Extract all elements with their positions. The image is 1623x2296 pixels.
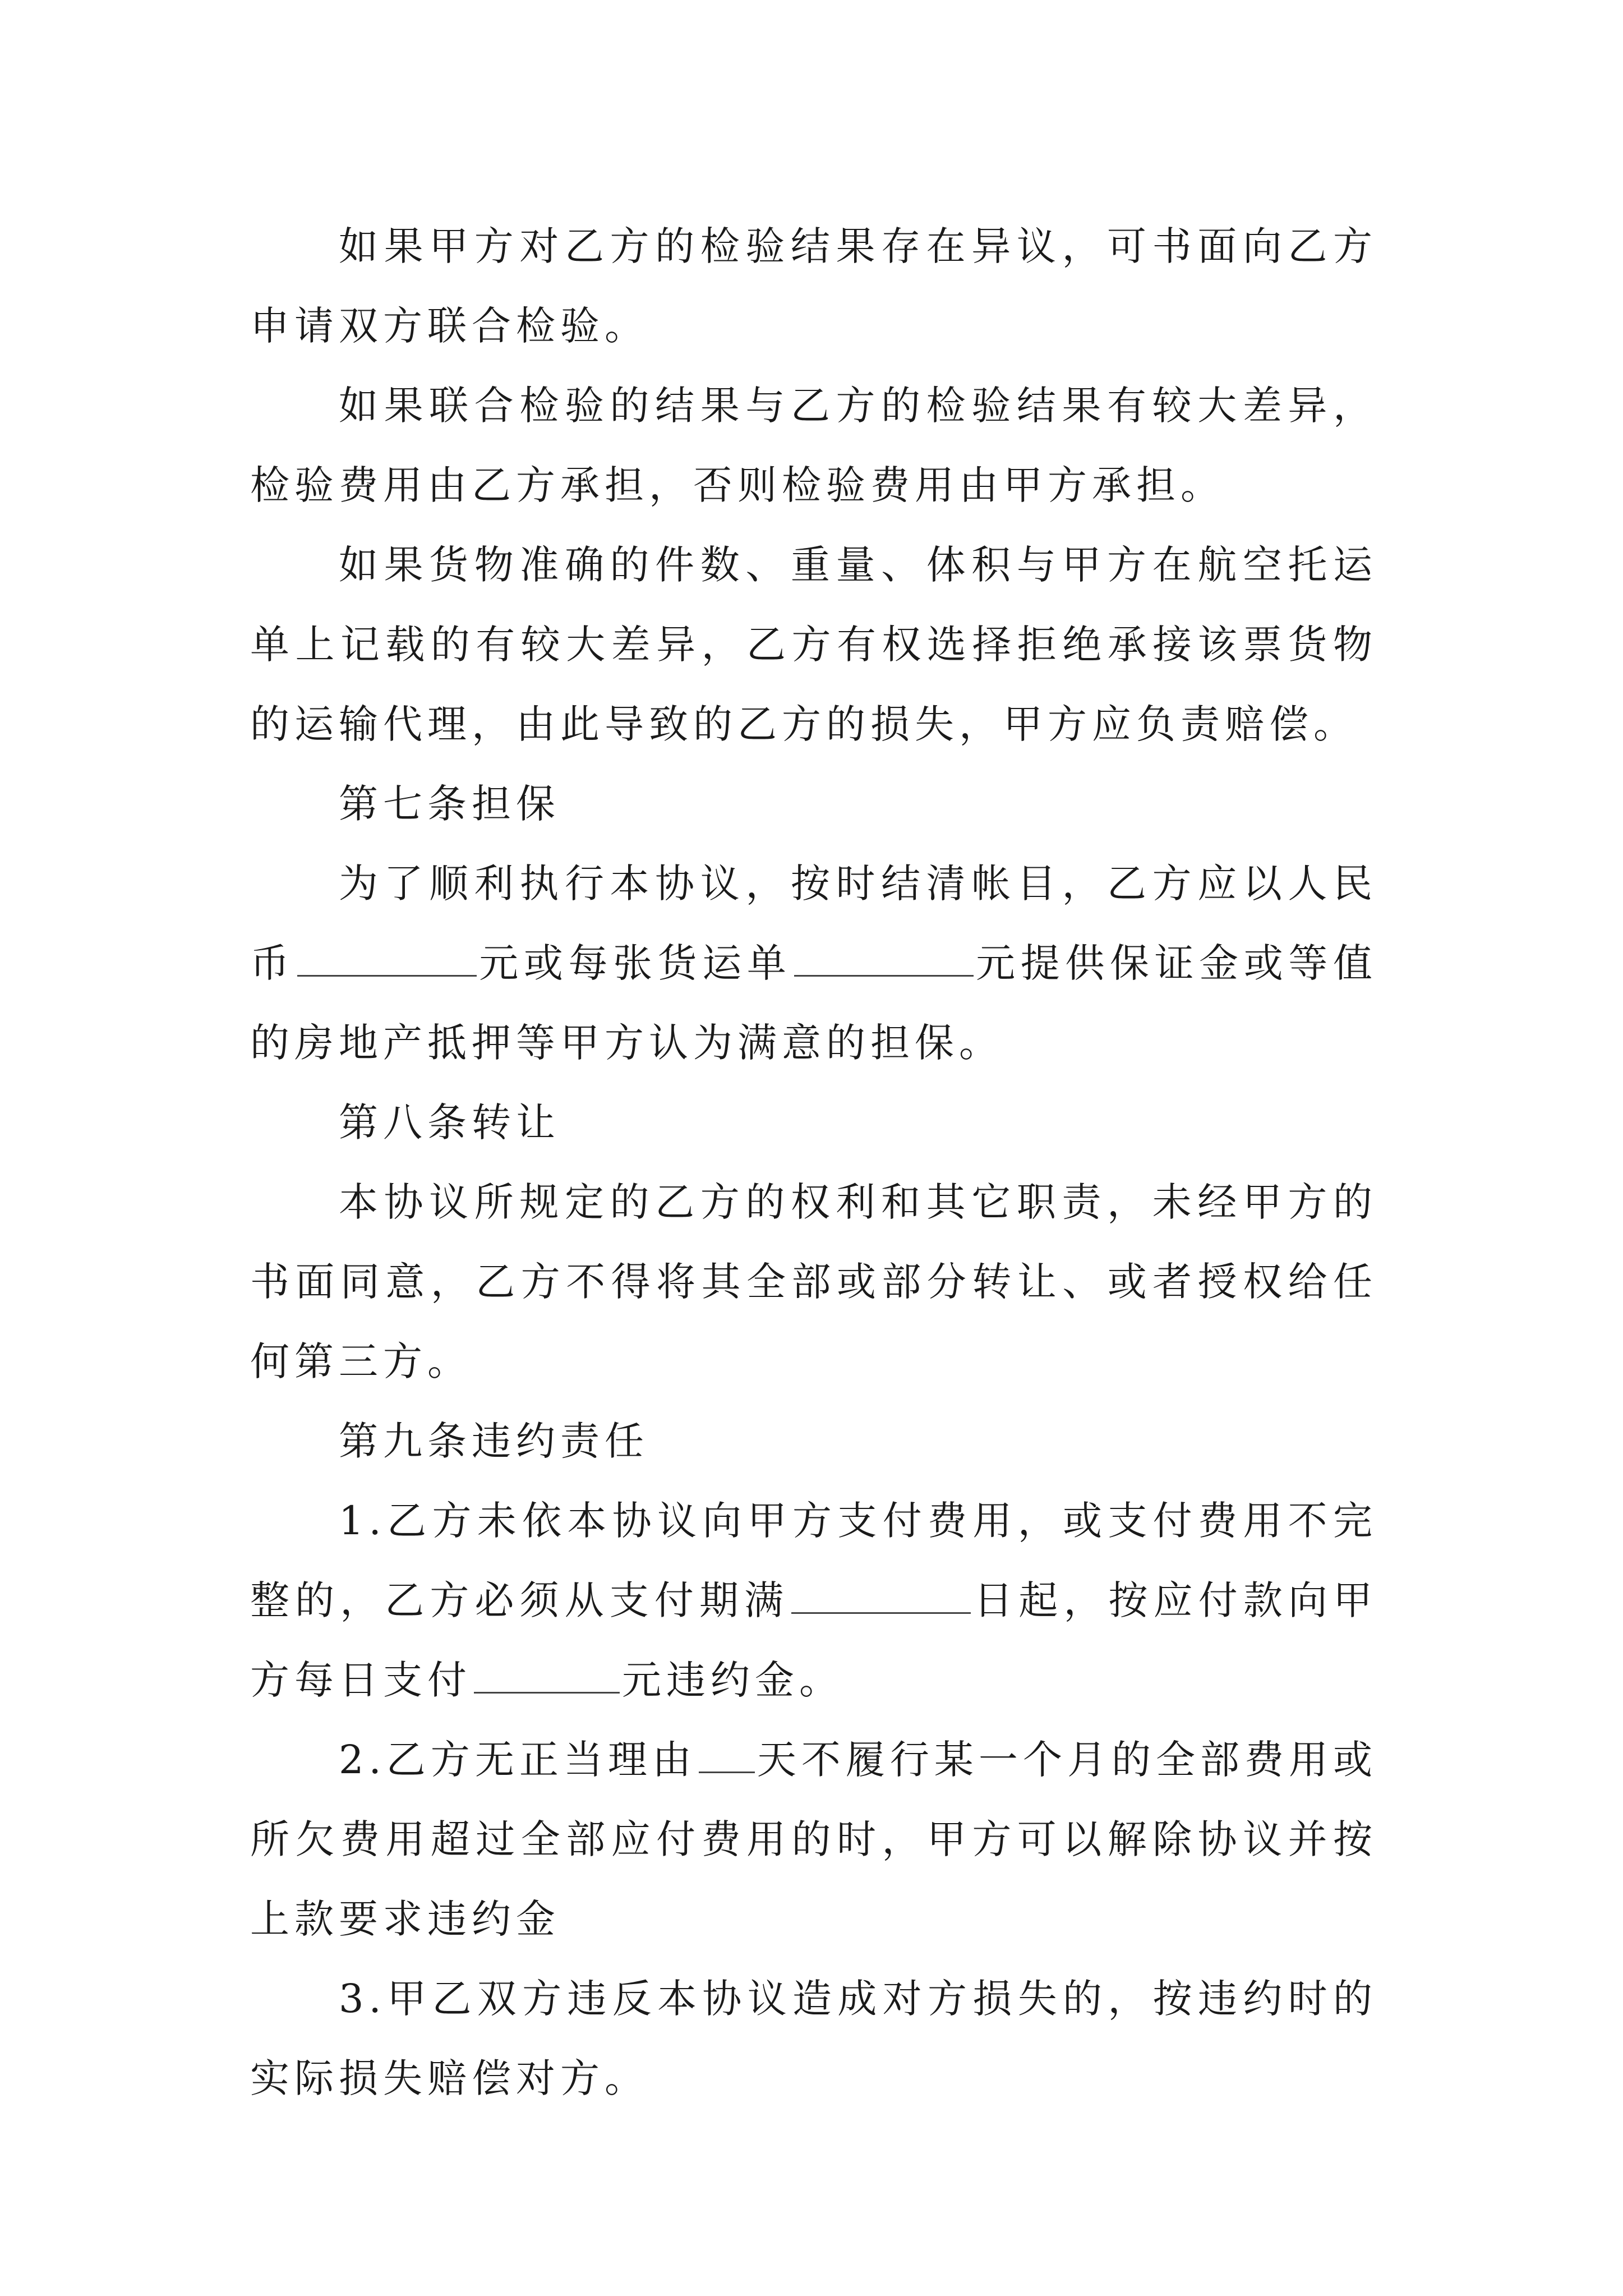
paragraph-text: 日起，按应付款向甲方每日支付 xyxy=(250,1577,1378,1703)
article-9-heading xyxy=(250,1401,1377,1481)
article-7-heading xyxy=(250,764,1377,844)
paragraph-inspection-fee xyxy=(250,366,1377,525)
document-body xyxy=(250,206,1377,2118)
paragraph-text: 2.乙方无正当理由 xyxy=(339,1737,697,1783)
paragraph-joint-inspection xyxy=(250,206,1377,366)
heading-text: 第八条转让 xyxy=(339,1099,560,1145)
paragraph-text: 本协议所规定的乙方的权利和其它职责，未经甲方的书面同意，乙方不得将其全部或部分转让、或者授权给任何第三方。 xyxy=(250,1179,1377,1384)
paragraph-breach-2 xyxy=(250,1720,1377,1959)
paragraph-text: 如果联合检验的结果与乙方的检验结果有较大差异，检验费用由乙方承担，否则检验费用由甲方承担。 xyxy=(250,383,1377,508)
article-8-heading xyxy=(250,1083,1377,1162)
blank-field-per-waybill-amount[interactable] xyxy=(794,940,974,977)
paragraph-text: 元违约金。 xyxy=(622,1657,843,1703)
paragraph-guarantee xyxy=(250,844,1377,1083)
paragraph-text: 3.甲乙双方违反本协议造成对方损失的，按违约时的实际损失赔偿对方。 xyxy=(250,1976,1377,2101)
blank-field-payment-due-day[interactable] xyxy=(791,1577,971,1614)
paragraph-cargo-discrepancy xyxy=(250,525,1377,764)
paragraph-text: 如果货物准确的件数、重量、体积与甲方在航空托运单上记载的有较大差异，乙方有权选择拒绝承接该票货物的运输代理，由此导致的乙方的损失，甲方应负责赔偿。 xyxy=(250,542,1377,747)
paragraph-text: 元或每张货运单 xyxy=(478,940,792,986)
paragraph-text: 如果甲方对乙方的检验结果存在异议，可书面向乙方申请双方联合检验。 xyxy=(250,223,1377,349)
paragraph-text: 为了顺利执行本协议，按时结清帐目，乙方应以人民币 xyxy=(250,861,1377,986)
paragraph-transfer xyxy=(250,1162,1377,1401)
heading-text: 第七条担保 xyxy=(339,781,560,827)
paragraph-text: 1.乙方未依本协议向甲方支付费用，或支付费用不完整的，乙方必须从支付期满 xyxy=(250,1498,1377,1623)
paragraph-breach-3 xyxy=(250,1959,1377,2118)
blank-field-days[interactable] xyxy=(699,1737,755,1773)
paragraph-text: 天不履行某一个月的全部费用或所欠费用超过全部应付费用的时，甲方可以解除协议并按上款要求违约金 xyxy=(250,1737,1378,1942)
paragraph-text: 元提供保证金或等值的房地产抵押等甲方认为满意的担保。 xyxy=(250,940,1378,1066)
paragraph-breach-1 xyxy=(250,1481,1377,1720)
blank-field-daily-penalty[interactable] xyxy=(474,1657,620,1694)
blank-field-deposit-amount[interactable] xyxy=(297,940,477,977)
heading-text: 第九条违约责任 xyxy=(339,1418,649,1464)
